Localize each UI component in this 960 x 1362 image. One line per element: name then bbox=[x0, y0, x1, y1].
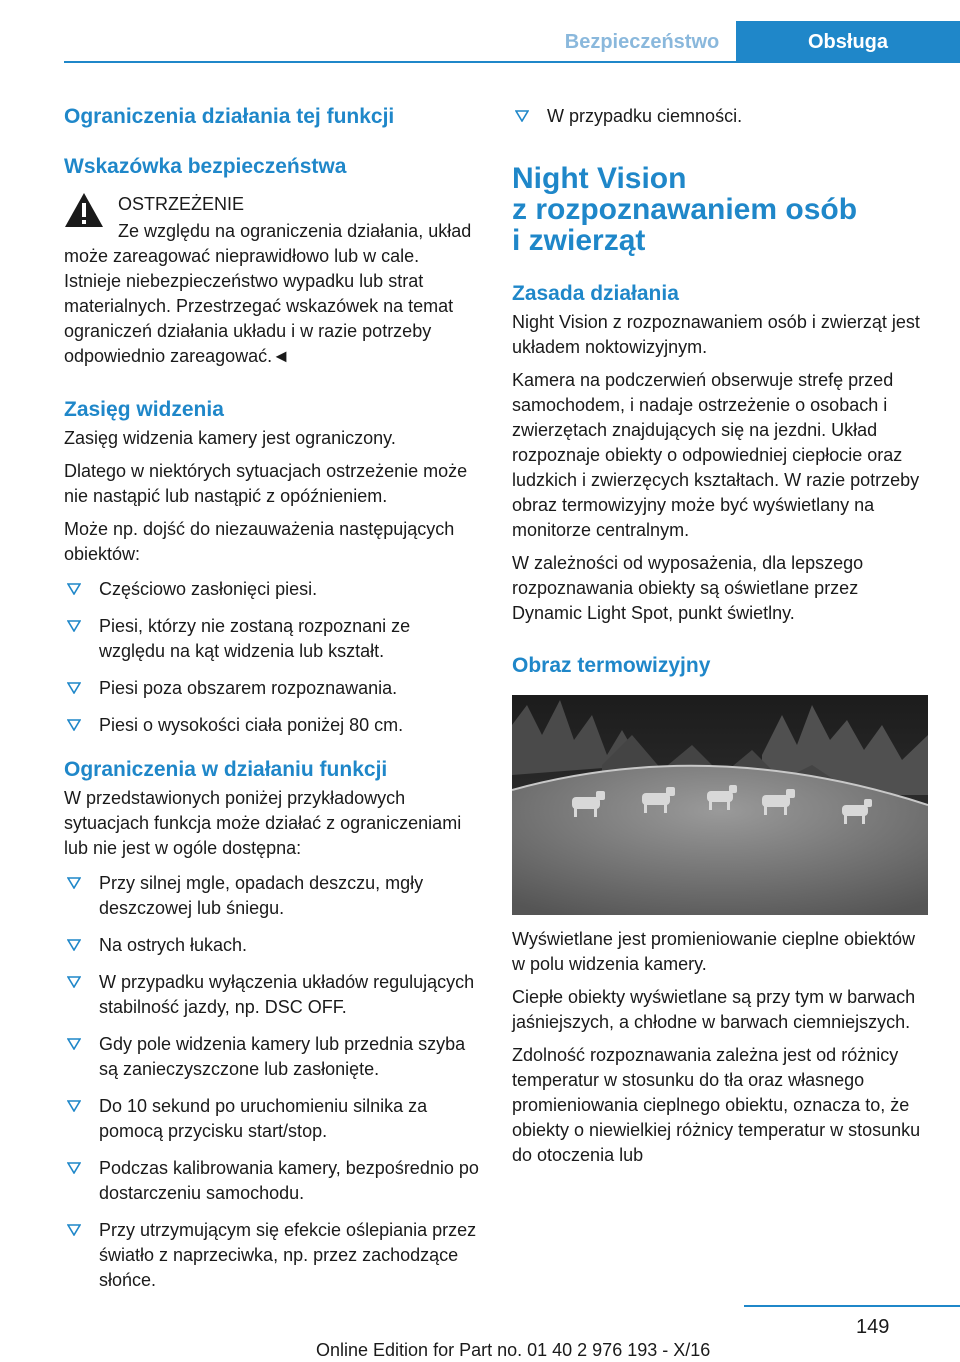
warning-text-content: Ze względu na ograniczenia działania, układ może zareagować nieprawidłowo lub w cale. Istnieje niebezpieczeństwo wypadku lub strat materialnych. Przestrzegać wskazówek na temat ograniczeń działania układu i w razie potrzeby odpowiednio zareagować.◄ bbox=[64, 221, 472, 366]
triangle-bullet-icon bbox=[67, 719, 81, 731]
triangle-bullet-icon bbox=[67, 682, 81, 694]
list-item: Podczas kalibrowania kamery, bezpośrednio po dostarczeniu samochodu. bbox=[64, 1156, 480, 1206]
warning-title: OSTRZEŻENIE bbox=[118, 194, 245, 214]
heading-principle: Zasada działania bbox=[512, 282, 679, 305]
list-item: Piesi poza obszarem rozpoznawania. bbox=[64, 676, 480, 701]
left-column bbox=[64, 100, 480, 1305]
range-paragraph-2: Dlatego w niektórych sytuacjach ostrzeżenie może nie nastąpić lub nastąpić z opóźnieniem. bbox=[64, 461, 468, 506]
thermal-paragraph-2: Ciepłe obiekty wyświetlane są przy tym w barwach jaśniejszych, a chłodne w barwach ciemniejszych. bbox=[512, 987, 916, 1032]
list-item: Do 10 sekund po uruchomieniu silnika za pomocą przycisku start/stop. bbox=[64, 1094, 480, 1144]
triangle-bullet-icon bbox=[67, 620, 81, 632]
edition-footer: Online Edition for Part no. 01 40 2 976 193 - X/16 bbox=[316, 1340, 711, 1360]
thermal-image-illustration bbox=[512, 695, 928, 915]
triangle-bullet-icon bbox=[67, 1038, 81, 1050]
list-item: Na ostrych łukach. bbox=[64, 933, 480, 958]
list-item: Gdy pole widzenia kamery lub przednia szyba są zanieczyszczone lub zasłonięte. bbox=[64, 1032, 480, 1082]
heading-thermal-image: Obraz termowizyjny bbox=[512, 654, 711, 677]
heading-function-limits: Ograniczenia działania tej funkcji bbox=[64, 105, 395, 128]
list-item: Piesi, którzy nie zostaną rozpoznani ze względu na kąt widzenia lub kształt. bbox=[64, 614, 480, 664]
restrictions-paragraph: W przedstawionych poniżej przykładowych sytuacjach funkcja może działać z ograniczeniami lub nie jest w ogóle dostępna: bbox=[64, 788, 462, 858]
warning-text bbox=[64, 219, 480, 369]
darkness-list bbox=[512, 104, 932, 129]
footer-rule bbox=[744, 1305, 960, 1307]
triangle-bullet-icon bbox=[67, 939, 81, 951]
list-item: W przypadku ciemności. bbox=[512, 104, 932, 129]
range-list bbox=[64, 577, 480, 738]
list-item: Przy silnej mgle, opadach deszczu, mgły deszczowej lub śniegu. bbox=[64, 871, 480, 921]
triangle-bullet-icon bbox=[67, 1224, 81, 1236]
triangle-bullet-icon bbox=[67, 583, 81, 595]
title-line-2: z rozpoznawaniem osób bbox=[512, 193, 858, 226]
triangle-bullet-icon bbox=[67, 976, 81, 988]
restrictions-list bbox=[64, 871, 480, 1293]
principle-paragraph-1: Night Vision z rozpoznawaniem osób i zwierząt jest układem noktowizyjnym. bbox=[512, 312, 920, 357]
thermal-paragraph-1: Wyświetlane jest promieniowanie cieplne obiektów w polu widzenia kamery. bbox=[512, 929, 916, 974]
tab-section-operation[interactable]: Obsługa bbox=[736, 21, 960, 63]
triangle-bullet-icon bbox=[67, 1100, 81, 1112]
triangle-bullet-icon bbox=[67, 877, 81, 889]
list-item: W przypadku wyłączenia układów regulujących stabilność jazdy, np. DSC OFF. bbox=[64, 970, 480, 1020]
triangle-bullet-icon bbox=[67, 1162, 81, 1174]
section-title-night-vision bbox=[512, 163, 932, 256]
warning-triangle-icon bbox=[64, 192, 104, 228]
thermal-paragraph-3: Zdolność rozpoznawania zależna jest od różnicy temperatur w stosunku do tła oraz własnego promieniowania cieplnego obiektu, oznacza to, że obiekty o niewielkiej różnicy temperatur w stosunku do otoczenia lub bbox=[512, 1045, 921, 1165]
triangle-bullet-icon bbox=[515, 110, 529, 122]
principle-paragraph-3: W zależności od wyposażenia, dla lepszego rozpoznawania obiekty są oświetlane przez Dynamic Light Spot, punkt świetlny. bbox=[512, 553, 864, 623]
warning-box bbox=[64, 192, 480, 217]
title-line-3: i zwierząt bbox=[512, 224, 646, 257]
heading-restrictions: Ograniczenia w działaniu funkcji bbox=[64, 758, 388, 781]
principle-paragraph-2: Kamera na podczerwień obserwuje strefę przed samochodem, i nadaje ostrzeżenie o osobach i zwierzętach znajdujących się na jezdni. Układ rozpoznaje obiekty o odpowiedniej ciepłocie oraz ludzkich i zwierzęcych kształtach. W razie potrzeby obraz termowizyjny może być wyświetlany na monitorze centralnym. bbox=[512, 370, 920, 540]
tab-section-safety[interactable]: Bezpieczeństwo bbox=[564, 30, 720, 53]
heading-safety-note: Wskazówka bezpieczeństwa bbox=[64, 155, 347, 178]
list-item: Przy utrzymującym się efekcie oślepiania przez światło z naprzeciwka, np. przez zachodzące słońce. bbox=[64, 1218, 480, 1293]
page-number: 149 bbox=[856, 1316, 890, 1338]
heading-range: Zasięg widzenia bbox=[64, 398, 224, 421]
title-line-1: Night Vision bbox=[512, 162, 687, 195]
list-item: Częściowo zasłonięci piesi. bbox=[64, 577, 480, 602]
right-column bbox=[512, 100, 932, 1168]
list-item: Piesi o wysokości ciała poniżej 80 cm. bbox=[64, 713, 480, 738]
range-paragraph-1: Zasięg widzenia kamery jest ograniczony. bbox=[64, 428, 396, 448]
range-paragraph-3: Może np. dojść do niezauważenia następujących obiektów: bbox=[64, 519, 455, 564]
